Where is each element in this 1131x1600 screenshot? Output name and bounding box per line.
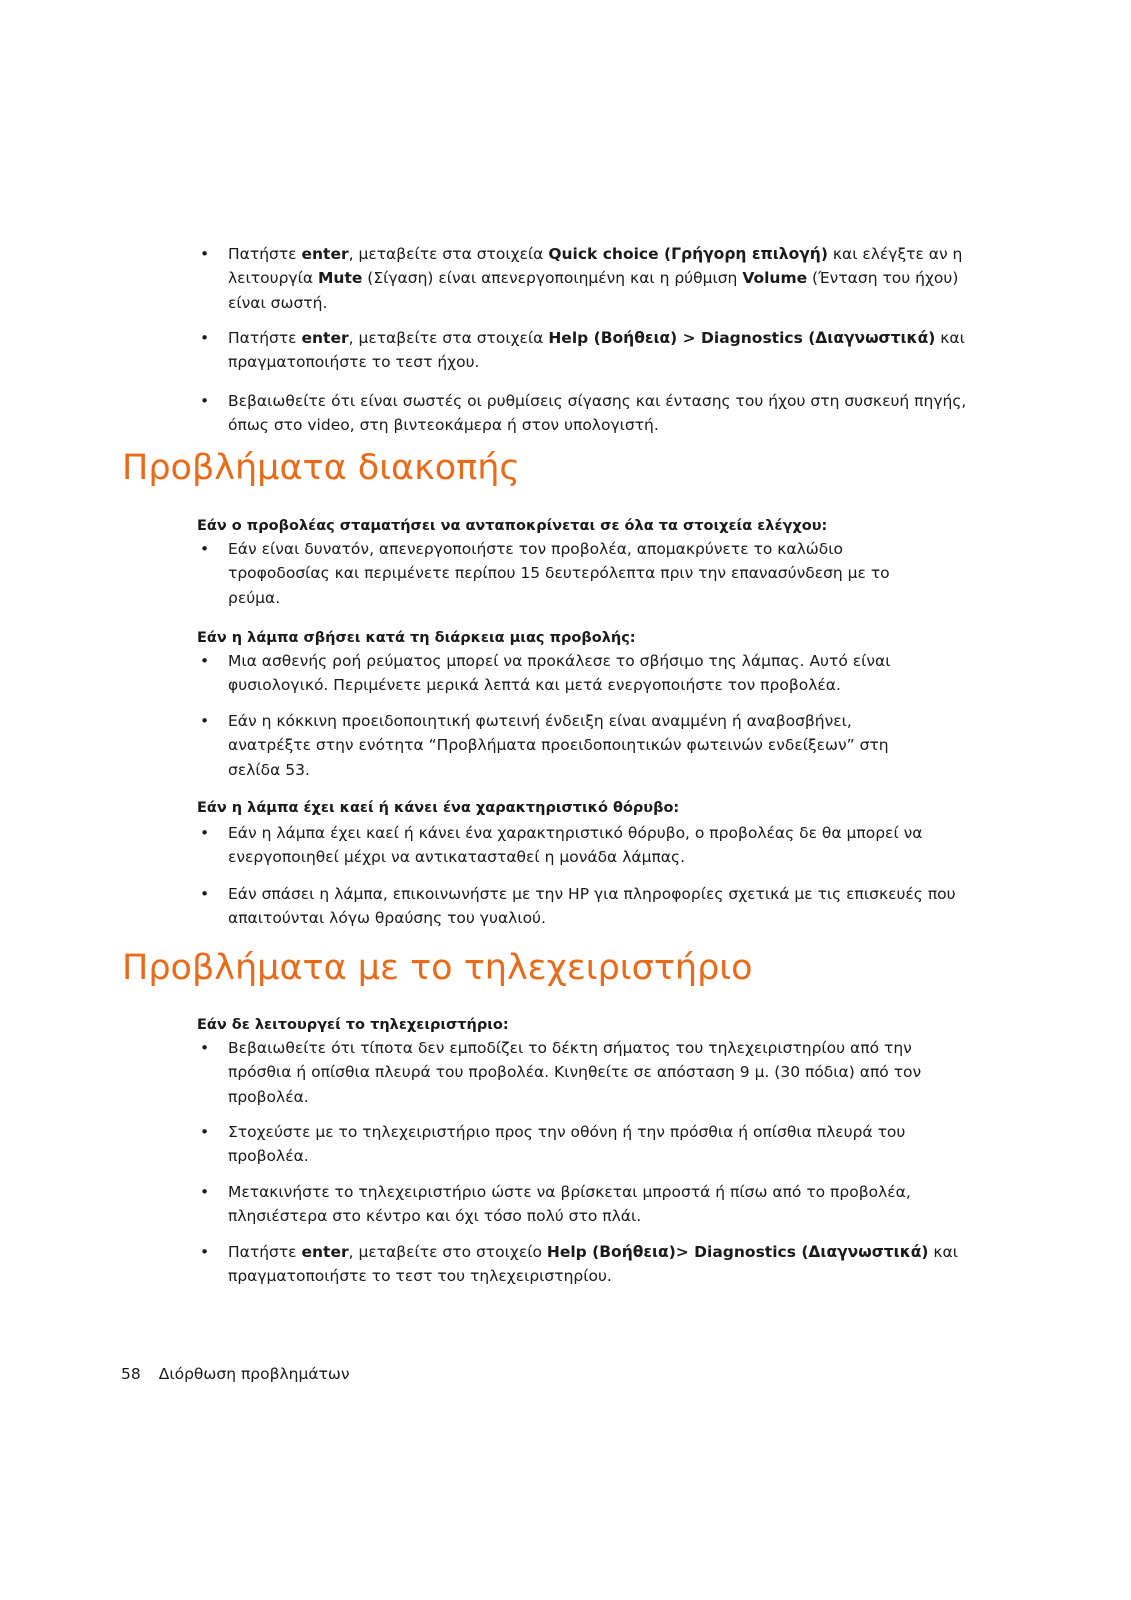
text: Πατήστε (228, 245, 302, 263)
text: Εάν η λάμπα έχει καεί ή κάνει ένα χαρακτηριστικό θόρυβο, ο προβολέας δε θα μπορεί να ενεργοποιηθεί μέχρι να αντικατασταθεί η μονάδα λάμπας. (228, 824, 923, 867)
text: (Ένταση του ήχου) είναι σωστή. (228, 269, 959, 312)
bullet-dot: • (200, 712, 210, 730)
text: Βεβαιωθείτε ότι είναι σωστές οι ρυθμίσεις σίγασης και έντασης του ήχου στη συσκευή πηγής, όπως στο video, στη βιντεοκάμερα ή στον υπολογιστή. (228, 392, 967, 435)
bullet-dot: • (200, 329, 210, 347)
list-item (200, 1240, 973, 1289)
text: Στοχεύστε με το τηλεχειριστήριο προς την οθόνη ή την πρόσθια ή οπίσθια πλευρά του προβολέα. (228, 1123, 906, 1166)
list-item (200, 1120, 928, 1169)
bullet-dot: • (200, 885, 210, 903)
list-item (200, 882, 973, 931)
bullet-dot: • (200, 1183, 210, 1201)
text: Εάν είναι δυνατόν, απενεργοποιήστε τον προβολέα, απομακρύνετε το καλώδιο τροφοδοσίας και περιμένετε περίπου 15 δευτερόλεπτα πριν την επανασύνδεση με το ρεύμα. (228, 540, 890, 607)
section-title-interruption: Προβλήματα διακοπής (122, 448, 520, 488)
bullet-quick-choice (200, 242, 973, 315)
list-item (200, 1180, 973, 1229)
text: Εάν σπάσει η λάμπα, επικοινωνήστε με την HP για πληροφορίες σχετικά με τις επισκευές που απαιτούνται λόγω θραύσης του γυαλιού. (228, 885, 956, 928)
keyword-help-diagnostics: Help (Βοήθεια)> Diagnostics (Διαγνωστικά) (546, 1243, 929, 1261)
subheading-not-responding: Εάν ο προβολέας σταματήσει να ανταποκρίνεται σε όλα τα στοιχεία ελέγχου: (197, 518, 828, 534)
bullet-dot: • (200, 824, 210, 842)
text: και ελέγξτε αν η λειτουργία (228, 245, 963, 288)
list-item (200, 537, 908, 610)
text: Εάν η κόκκινη προειδοποιητική φωτεινή ένδειξη είναι αναμμένη ή αναβοσβήνει, ανατρέξτε στην ενότητα “Προβλήματα προειδοποιητικών φωτεινών ενδείξεων” στη σελίδα 53. (228, 712, 889, 779)
text: , μεταβείτε στα στοιχεία (348, 329, 549, 347)
text: Μια ασθενής ροή ρεύματος μπορεί να προκάλεσε το σβήσιμο της λάμπας. Αυτό είναι φυσιολογικό. Περιμένετε μερικά λεπτά και μετά ενεργοποιήστε τον προβολέα. (228, 652, 891, 695)
list-item (200, 709, 918, 782)
subheading-remote-not-working: Εάν δε λειτουργεί το τηλεχειριστήριο: (197, 1017, 509, 1033)
page-footer (121, 1363, 350, 1385)
text: , μεταβείτε στο στοιχείο (348, 1243, 547, 1261)
keyword-enter: enter (301, 245, 349, 263)
bullet-help-diagnostics (200, 326, 973, 375)
text: , μεταβείτε στα στοιχεία (348, 245, 549, 263)
bullet-dot: • (200, 1243, 210, 1261)
text: και πραγματοποιήστε το τεστ ήχου. (228, 329, 965, 372)
text: Πατήστε (228, 1243, 302, 1261)
bullet-dot: • (200, 652, 210, 670)
keyword-mute: Mute (317, 269, 363, 288)
list-item (200, 821, 973, 870)
section-title-remote: Προβλήματα με το τηλεχειριστήριο (122, 948, 753, 988)
text: Πατήστε (228, 329, 302, 347)
bullet-dot: • (200, 392, 210, 410)
page-number: 58 (121, 1365, 141, 1383)
bullet-source-device (200, 389, 973, 438)
list-item (200, 1036, 973, 1109)
keyword-quick-choice: Quick choice (Γρήγορη επιλογή) (548, 245, 828, 263)
footer-section-title: Διόρθωση προβλημάτων (158, 1365, 350, 1383)
keyword-enter: enter (301, 329, 349, 347)
subheading-lamp-burnt: Εάν η λάμπα έχει καεί ή κάνει ένα χαρακτηριστικό θόρυβο: (197, 800, 680, 816)
keyword-enter: enter (301, 1243, 349, 1261)
keyword-volume: Volume (742, 269, 808, 288)
list-item (200, 649, 973, 698)
bullet-dot: • (200, 1039, 210, 1057)
text: και πραγματοποιήστε το τεστ του τηλεχειριστηρίου. (228, 1243, 958, 1286)
bullet-dot: • (200, 245, 210, 263)
text: Μετακινήστε το τηλεχειριστήριο ώστε να βρίσκεται μπροστά ή πίσω από το προβολέα, πλησιέστερα στο κέντρο και όχι τόσο πολύ στο πλάι. (228, 1183, 911, 1226)
bullet-dot: • (200, 540, 210, 558)
text: Βεβαιωθείτε ότι τίποτα δεν εμποδίζει το δέκτη σήματος του τηλεχειριστηρίου από την πρόσθια ή οπίσθια πλευρά του προβολέα. Κινηθείτε σε απόσταση 9 μ. (30 πόδια) από τον προβολέα. (228, 1039, 922, 1106)
subheading-lamp-off: Εάν η λάμπα σβήσει κατά τη διάρκεια μιας προβολής: (197, 630, 636, 646)
bullet-dot: • (200, 1123, 210, 1141)
keyword-help-diagnostics: Help (Βοήθεια) > Diagnostics (Διαγνωστικά) (548, 329, 936, 347)
text: (Σίγαση) είναι απενεργοποιημένη και η ρύθμιση (362, 269, 743, 288)
